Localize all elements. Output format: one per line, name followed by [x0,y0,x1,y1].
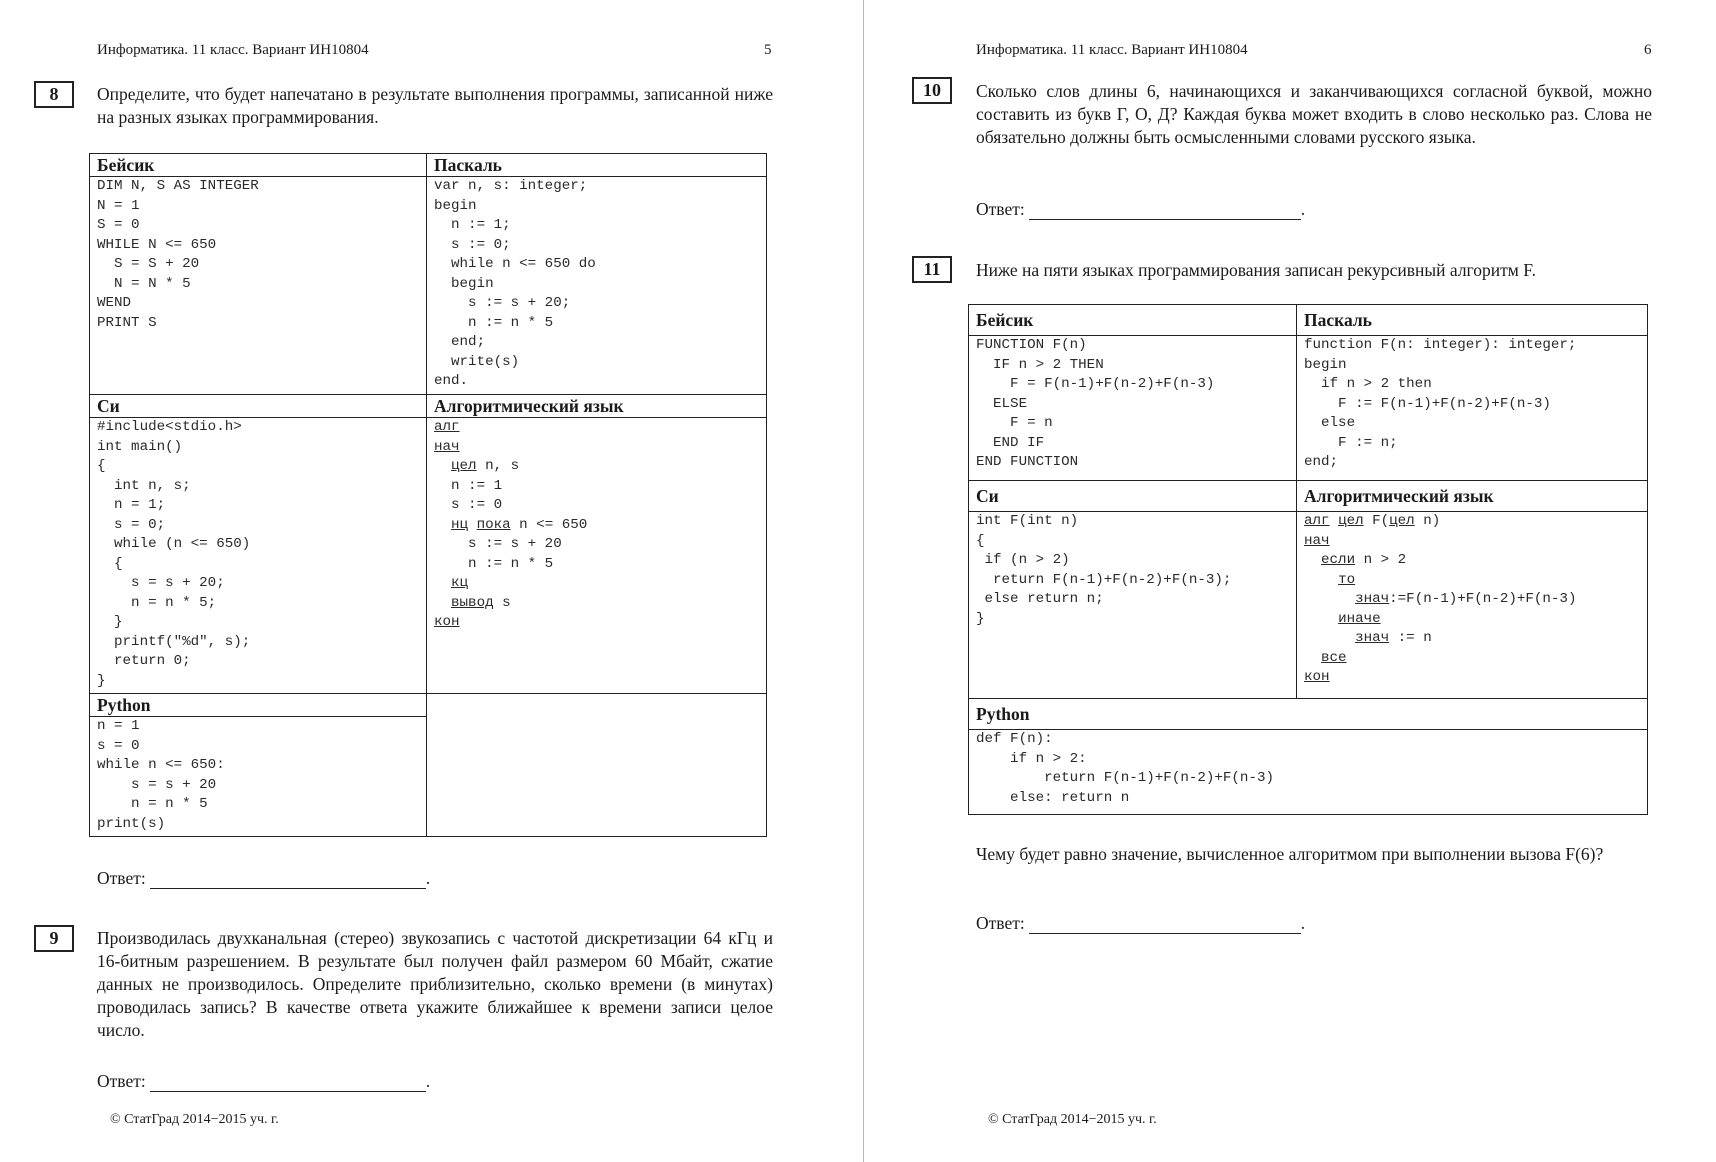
code-fragment: n <= 650 [510,516,588,533]
python-cell [969,699,1648,815]
question-number-box: 11 [912,256,952,283]
column-title-python: Python [969,699,1647,730]
answer-label: Ответ: [97,1071,146,1091]
keyword: нц [451,516,469,533]
column-title-c: Си [969,481,1296,512]
c-code: int F(int n) { if (n > 2) return F(n-1)+F(n-2)+F(n-3); else return n; } [976,513,1232,627]
code-fragment: n, s [476,458,520,474]
question-text: Ниже на пяти языках программирования записан рекурсивный алгоритм F. [976,260,1536,280]
answer-line[interactable] [1029,201,1301,220]
code-table [89,153,767,837]
code-line: n := 1 [434,477,503,494]
right-page [864,0,1716,1162]
alg-code [427,418,766,635]
keyword: пока [476,516,511,533]
keyword: алг [434,419,460,435]
answer-row: Ответ: . [976,913,1306,933]
keyword: то [1338,571,1356,588]
answer-label: Ответ: [976,913,1025,933]
keyword: знач [1355,630,1390,646]
answer-row: Ответ: . [97,868,431,888]
keyword: если [1321,552,1356,568]
column-title-pascal: Паскаль [427,154,766,177]
answer-line[interactable] [150,870,426,889]
question-text: Сколько слов длины 6, начинающихся и заканчивающихся согласной буквой, можно составить из букв Г, О, Д? Каждая буква может входить в слово несколько раз. Слова не обязательно должны быть осмысленными словами русского языка. [976,81,1652,147]
keyword: нач [434,438,460,455]
answer-line[interactable] [150,1073,426,1092]
code-fragment: := n [1389,630,1432,646]
question-number-box: 8 [34,81,74,108]
column-title-alg: Алгоритмический язык [427,395,766,418]
python-cell [90,694,427,837]
page-header: Информатика. 11 класс. Вариант ИН10804 [976,42,1248,58]
keyword: нач [1304,532,1330,549]
basic-cell [969,305,1297,481]
keyword: все [1321,649,1347,666]
column-title-python: Python [90,694,426,717]
question-prompt: Чему будет равно значение, вычисленное алгоритмом при выполнении вызова F(6)? [976,844,1604,864]
column-title-c: Си [90,395,426,418]
answer-label: Ответ: [97,868,146,888]
code-fragment: n > 2 [1355,552,1407,568]
answer-row: Ответ: . [97,1071,431,1091]
code-fragment: n) [1414,513,1441,529]
alg-code [1297,512,1647,690]
pascal-cell [427,154,767,395]
code-line: n := n * 5 [434,555,554,572]
alg-cell [427,395,767,694]
pascal-code: function F(n: integer): integer; begin if n > 2 then F := F(n-1)+F(n-2)+F(n-3) else F := n; end; [1304,337,1577,470]
keyword: кон [1304,669,1330,685]
basic-code: DIM N, S AS INTEGER N = 1 S = 0 WHILE N <= 650 S = S + 20 N = N * 5 WEND PRINT S [97,178,259,331]
column-title-basic: Бейсик [90,154,426,177]
page-footer: © СтатГрад 2014−2015 уч. г. [988,1112,1157,1127]
python-code: n = 1 s = 0 while n <= 650: s = s + 20 n = n * 5 print(s) [97,718,225,832]
keyword: цел [1338,513,1364,529]
basic-cell [90,154,427,395]
page-header: Информатика. 11 класс. Вариант ИН10804 [97,42,369,58]
page-footer: © СтатГрад 2014−2015 уч. г. [110,1112,279,1127]
keyword: кц [451,575,469,591]
c-cell [969,481,1297,699]
question-number-box: 10 [912,77,952,104]
keyword: кон [434,614,460,630]
column-title-pascal: Паскаль [1297,305,1647,336]
pascal-code: var n, s: integer; begin n := 1; s := 0; while n <= 650 do begin s := s + 20; n := n * 5 end; write(s) end. [434,178,596,389]
keyword: вывод [451,594,494,611]
answer-label: Ответ: [976,199,1025,219]
keyword: цел [1389,513,1415,529]
code-fragment: :=F(n-1)+F(n-2)+F(n-3) [1389,591,1577,607]
python-code: def F(n): if n > 2: return F(n-1)+F(n-2)+F(n-3) else: return n [976,731,1274,806]
keyword: знач [1355,591,1390,607]
answer-row: Ответ: . [976,199,1306,219]
c-code: #include<stdio.h> int main() { int n, s; n = 1; s = 0; while (n <= 650) { s = s + 20; n = n * 5; } printf("%d", s); return 0; } [97,419,251,689]
question-number-box: 9 [34,925,74,952]
code-fragment: s [493,594,511,611]
page-number: 6 [1644,42,1652,58]
pascal-cell [1297,305,1648,481]
basic-code: FUNCTION F(n) IF n > 2 THEN F = F(n-1)+F(n-2)+F(n-3) ELSE F = n END IF END FUNCTION [976,337,1215,470]
question-text: Производилась двухканальная (стерео) звукозапись с частотой дискретизации 64 кГц и 16-битным разрешением. В результате был получен файл размером 60 Мбайт, сжатие данных не производилось. Определите приблизительно, сколько времени (в минутах) проводилась запись? В качестве ответа укажите ближайшее к времени записи целое число. [97,928,773,1040]
keyword: цел [451,458,477,474]
answer-line[interactable] [1029,915,1301,934]
page-number: 5 [764,42,772,58]
keyword: алг [1304,513,1330,529]
code-line: s := s + 20 [434,536,562,552]
alg-cell [1297,481,1648,699]
column-title-basic: Бейсик [969,305,1296,336]
question-text: Определите, что будет напечатано в результате выполнения программы, записанной ниже на разных языках программирования. [97,84,773,127]
code-fragment: F( [1363,513,1390,529]
c-cell [90,395,427,694]
code-line: s := 0 [434,497,503,513]
code-table [968,304,1648,815]
column-title-alg: Алгоритмический язык [1297,481,1647,512]
keyword: иначе [1338,610,1381,627]
empty-cell [427,694,767,837]
